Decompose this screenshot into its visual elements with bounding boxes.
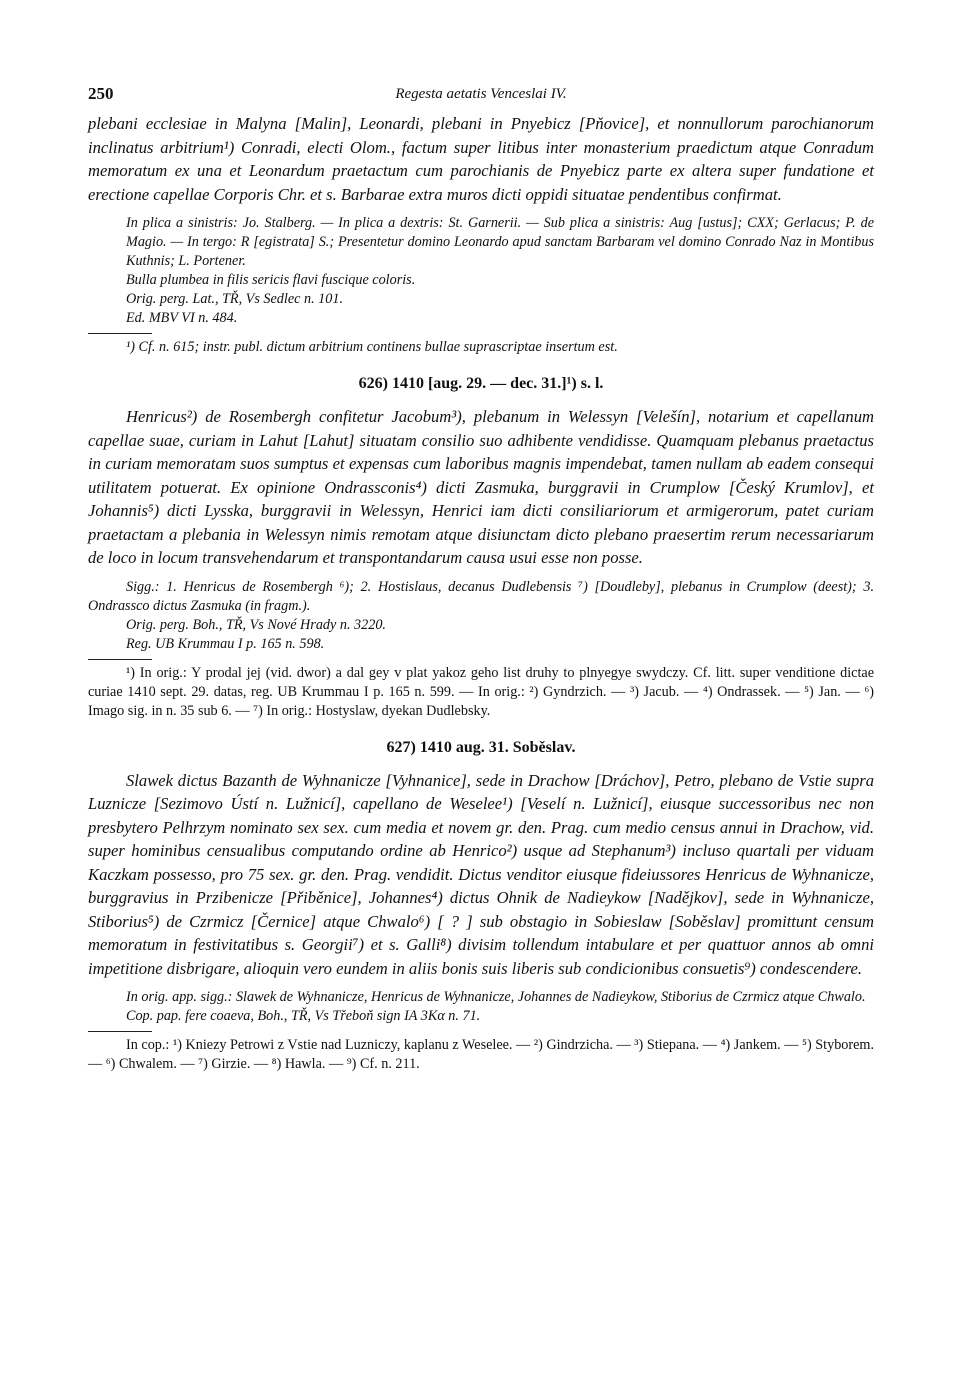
entry-626-footnote: ¹) In orig.: Y prodal jej (vid. dwor) a dal gey v plat yakoz geho list druhy to plnyegye swydczy. Cf. litt. super venditione dictae curiae 1410 sept. 29. datas, reg. UB Krummau I p. 165 n. 599. — In orig.: ²) Gyndrzich. — ³) Jacub. — ⁴) Ondrassek. — ⁵) Jan. — ⁶) Imago sig. in n. 35 sub 6. — ⁷) In orig.: Hostyslaw, dyekan Dudlebsky.	[88, 664, 874, 719]
entry-625-note: In plica a sinistris: Jo. Stalberg. — In plica a dextris: St. Garnerii. — Sub plica a sinistris: Aug [ustus]; CXX; Gerlacus; P. de Magio. — In tergo: R [egistrata] S.; Presentetur domino Leonardo apud sanctam Barbaram vel domino Conrado Naz in Montibus Kuthnis; L. Portener.	[126, 215, 874, 269]
entry-626-heading: 626) 1410 [aug. 29. — dec. 31.]¹) s. l.	[358, 375, 604, 392]
entry-626-note: Orig. perg. Boh., TŘ, Vs Nové Hrady n. 3220.	[126, 616, 386, 633]
entry-625-note: Orig. perg. Lat., TŘ, Vs Sedlec n. 101.	[126, 291, 344, 307]
entry-625-footnote: ¹) Cf. n. 615; instr. publ. dictum arbitrium continens bullae suprascriptae insertum est.	[126, 339, 618, 355]
entry-627-heading: 627) 1410 aug. 31. Soběslav.	[386, 738, 576, 756]
entry-626-note: Sigg.: 1. Henricus de Rosembergh ⁶); 2. Hostislaus, decanus Dudlebensis ⁷) [Doudleby], plebanus in Crumplow (deest); 3. Ondrassco dictus Zasmuka (in fragm.).	[88, 578, 874, 614]
entry-627-note: In orig. app. sigg.: Slawek de Wyhnanicze, Henricus de Wyhnanicze, Johannes de Nadieykow, Stiborius de Czrmicz atque Chwalo.	[126, 989, 866, 1005]
page-header	[88, 84, 874, 112]
footnote-rule	[88, 1031, 152, 1032]
entry-626-note: Reg. UB Krummau I p. 165 n. 598.	[126, 635, 325, 652]
document-page	[88, 84, 874, 1074]
entry-627-footnote: In cop.: ¹) Kniezy Petrowi z Vstie nad Luzniczy, kaplanu z Weselee. — ²) Gindrzicha. — ³) Stiepana. — ⁴) Jankem. — ⁵) Styborem. — ⁶) Chwalem. — ⁷) Girzie. — ⁸) Hawla. — ⁹) Cf. n. 211.	[88, 1037, 874, 1072]
running-title: Regesta aetatis Venceslai IV.	[395, 86, 567, 102]
entry-627-body: Slawek dictus Bazanth de Wyhnanicze [Vyhnanice], sede in Drachow [Dráchov], Petro, plebano de Vstie supra Luznicze [Sezimovo Ústí n. Lužnicí], capellano de Weselee¹) [Veselí n. Lužnicí], eiusque successoribus nec non presbytero Pelhrzym nominato sex sex. cum media et novem gr. den. Prag. cum medio census annui in Drachow, vid. super hominibus censualibus computando ordine ab Henrico²) usque ad Stephanum³) incluso quartali per viduam Kaczkam possesso, pro 75 sex. gr. den. Prag. vendidit. Dictus venditor eiusque fideiussores Henricus de Wyhnanicze, burggravius in Przibenicze [Přiběnice], Johannes⁴) dictus Ohnik de Nadieykow [Nadějkov], sede in Wyhnanicze, Stiborius⁵) de Czrmicz [Černice] atque Chwalo⁶) [ ? ] sub obstagio in Sobieslaw [Soběslav] promittunt censum memoratum in festivitatibus s. Georgii⁷) et s. Galli⁸) divisim tollendum intabulare et per quattuor annos ab omni impetitione disbrigare, alioquin vero eundem in aliis bonis suis liberis sub condicionibus consuetis⁹) condescendere.	[88, 770, 874, 978]
entry-627-note: Cop. pap. fere coaeva, Boh., TŘ, Vs Třeboň sign IA 3Kα n. 71.	[126, 1008, 481, 1024]
entry-626-body: Henricus²) de Rosembergh confitetur Jacobum³), plebanum in Welessyn [Velešín], notarium et capellanum capellae suae, curiam in Lahut [Lahut] situatam consilio suo adhibente vendidisse. Quamquam plebanus praetactus in curiam memoratam suos sumptus et expensas cum laboribus magnis impendebat, tamen nullam ab eadem consequi utilitatem potuerat. Ex opinione Ondrassconis⁴) dicti Zasmuka, burggravii in Crumplow [Český Krumlov], et Johannis⁵) dicti Lysska, burggravii in Welessyn, Henrici iam dicti consiliariorum et armigerorum, patet curiam praetactam a plebania in Welessyn nimis remotam atque disiunctam dicto plebano praesertim rerum necessariarum de loco in locum transvehendarum et transpontandarum causa usui esse non posse.	[88, 407, 874, 567]
footnote-rule	[88, 659, 152, 660]
page-number: 250	[88, 84, 114, 103]
entry-625-note: Ed. MBV VI n. 484.	[126, 310, 238, 326]
footnote-rule	[88, 333, 152, 334]
entry-625-body: plebani ecclesiae in Malyna [Malin], Leonardi, plebani in Pnyebicz [Pňovice], et nonnullorum parochianorum inclinatus arbitrium¹) Conradi, electi Olom., factum super litibus inter monasterium praedictum atque Conradum memoratum ex una et Leonardum praetactum cum parochianis de Pnyebicz parte ex altera super fundatione et erectione capellae Corporis Chr. et s. Barbarae extra muros dicti oppidi situatae pendentibus confirmat.	[88, 114, 874, 204]
entry-625-note: Bulla plumbea in filis sericis flavi fuscique coloris.	[126, 272, 416, 288]
